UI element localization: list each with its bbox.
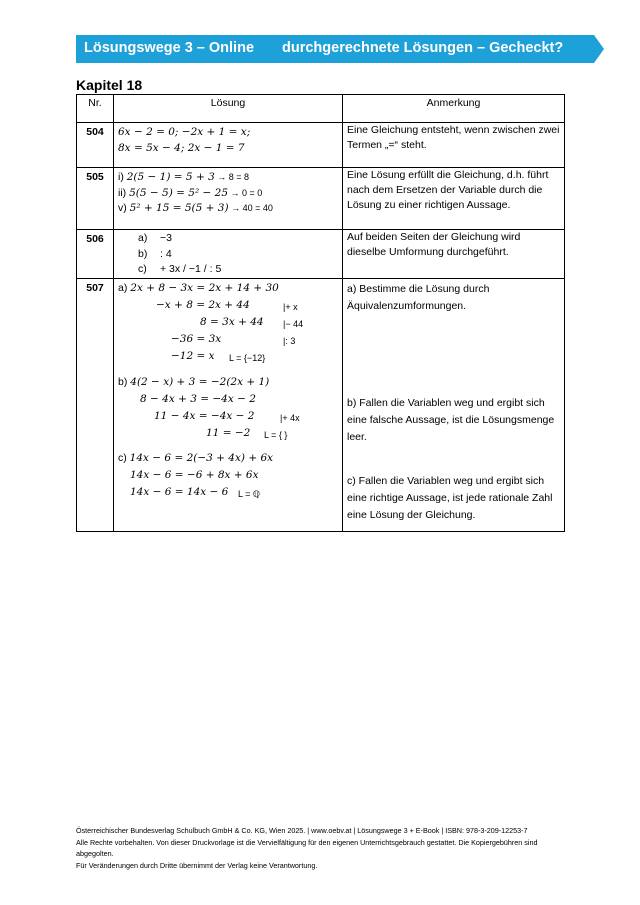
item-label: i) — [118, 171, 127, 183]
equation: 4(2 − x) + 3 = −2(2x + 1) — [130, 375, 270, 388]
solution-line — [118, 170, 338, 186]
table-row — [77, 278, 565, 531]
solution-line — [118, 451, 273, 466]
equation: 5² + 15 = 5(5 + 3) — [129, 202, 229, 214]
note-c: c) Fallen die Variablen weg und ergibt sich eine richtige Aussage, ist jede rationale Zahl eine Lösung der Gleichung. — [347, 474, 553, 521]
equation: 14x − 6 = −6 + 8x + 6x — [130, 468, 259, 481]
table-row — [77, 168, 565, 230]
header-loesung: Lösung — [114, 95, 343, 123]
note-cell — [343, 278, 565, 531]
equation: 14x − 6 = 2(−3 + 4x) + 6x — [129, 451, 274, 464]
row-number: 507 — [77, 278, 114, 531]
operation: |: 3 — [283, 335, 296, 346]
result: → 0 = 0 — [228, 187, 263, 198]
solution-cell — [114, 278, 343, 531]
equation: 2x + 8 − 3x = 2x + 14 + 30 — [130, 281, 279, 294]
solutions-table — [76, 94, 565, 532]
page-footer — [76, 825, 576, 871]
solution-cell — [114, 168, 343, 230]
table-row — [77, 123, 565, 168]
table-row — [77, 230, 565, 279]
item-label: a) — [138, 232, 148, 244]
item-label: c) — [118, 451, 130, 464]
header-nr: Nr. — [77, 95, 114, 123]
header-anmerkung: Anmerkung — [343, 95, 565, 123]
result: → 8 = 8 — [214, 172, 250, 182]
item-label: b) — [138, 247, 148, 260]
solution-line — [118, 375, 269, 390]
operation: |+ x — [283, 301, 298, 312]
banner-title-right: durchgerechnete Lösungen – Gecheckt? — [282, 40, 564, 56]
equation: −36 = 3x — [171, 332, 222, 345]
table-header-row — [77, 95, 565, 123]
equation: 11 = −2 — [206, 426, 251, 439]
list-item — [118, 262, 338, 278]
equation: 8 − 4x + 3 = −4x − 2 — [140, 392, 256, 405]
operation: |+ 4x — [280, 412, 300, 423]
header-banner — [76, 35, 604, 63]
row-number: 506 — [77, 230, 114, 279]
equation: 2(5 − 1) = 5 + 3 — [126, 171, 215, 183]
equation: 5(5 − 5) = 5² − 25 — [129, 186, 228, 199]
item-value: : 4 — [160, 247, 172, 260]
operation: |− 44 — [283, 318, 304, 329]
note-cell: Eine Gleichung entsteht, wenn zwischen zwei Termen „=“ steht. — [343, 123, 565, 168]
item-value: + 3x / −1 / : 5 — [160, 263, 222, 275]
item-label: a) — [118, 281, 131, 294]
item-label: v) — [118, 202, 130, 214]
list-item — [118, 247, 338, 263]
solution-cell — [114, 230, 343, 279]
note-a: a) Bestimme die Lösung durch Äquivalenzumformungen. — [347, 282, 490, 312]
note-b: b) Fallen die Variablen weg und ergibt sich eine falsche Aussage, ist die Lösungsmenge leer. — [347, 396, 555, 443]
solution-set: L = ℚ — [238, 488, 261, 499]
row-number: 505 — [77, 168, 114, 230]
equation: −12 = x — [171, 349, 215, 362]
result: → 40 = 40 — [228, 203, 273, 213]
banner-title-left: Lösungswege 3 – Online — [84, 40, 255, 56]
solution-set: L = { } — [264, 429, 288, 440]
footer-line: Für Veränderungen durch Dritte übernimmt der Verlag keine Verantwortung. — [76, 860, 318, 870]
equation: 14x − 6 = 14x − 6 — [130, 485, 229, 498]
note-cell: Auf beiden Seiten der Gleichung wird dieselbe Umformung durchgeführt. — [343, 230, 565, 279]
equation: −x + 8 = 2x + 44 — [156, 298, 250, 311]
list-item — [118, 231, 338, 247]
item-label: c) — [138, 263, 147, 275]
footer-line: Österreichischer Bundesverlag Schulbuch GmbH & Co. KG, Wien 2025. | www.oebv.at | Lösungswege 3 + E-Book | ISBN: 978-3-209-12253-7 — [76, 826, 528, 835]
solution-set: L = {−12} — [229, 352, 266, 363]
solution-line: 8x = 5x − 4; 2x − 1 = 7 — [118, 141, 245, 154]
solution-line: 6x − 2 = 0; −2x + 1 = x; — [118, 126, 251, 138]
item-label: b) — [118, 375, 131, 388]
item-label: ii) — [118, 186, 130, 199]
solution-line — [118, 281, 279, 296]
solution-line — [118, 186, 338, 202]
footer-line: Alle Rechte vorbehalten. Von dieser Druckvorlage ist die Vervielfältigung für den eigenen Unterrichtsgebrauch gestattet. Die Kopiergebühren sind abgegolten. — [76, 837, 538, 858]
row-number: 504 — [77, 123, 114, 168]
solution-cell — [114, 123, 343, 168]
chapter-title: Kapitel 18 — [76, 77, 143, 93]
equation: 11 − 4x = −4x − 2 — [154, 409, 255, 422]
note-cell: Eine Lösung erfüllt die Gleichung, d.h. führt nach dem Ersetzen der Variable durch die Lösung zu einer richtigen Aussage. — [343, 168, 565, 230]
solution-line — [118, 201, 338, 217]
equation: 8 = 3x + 44 — [200, 315, 264, 328]
item-value: −3 — [160, 232, 172, 244]
